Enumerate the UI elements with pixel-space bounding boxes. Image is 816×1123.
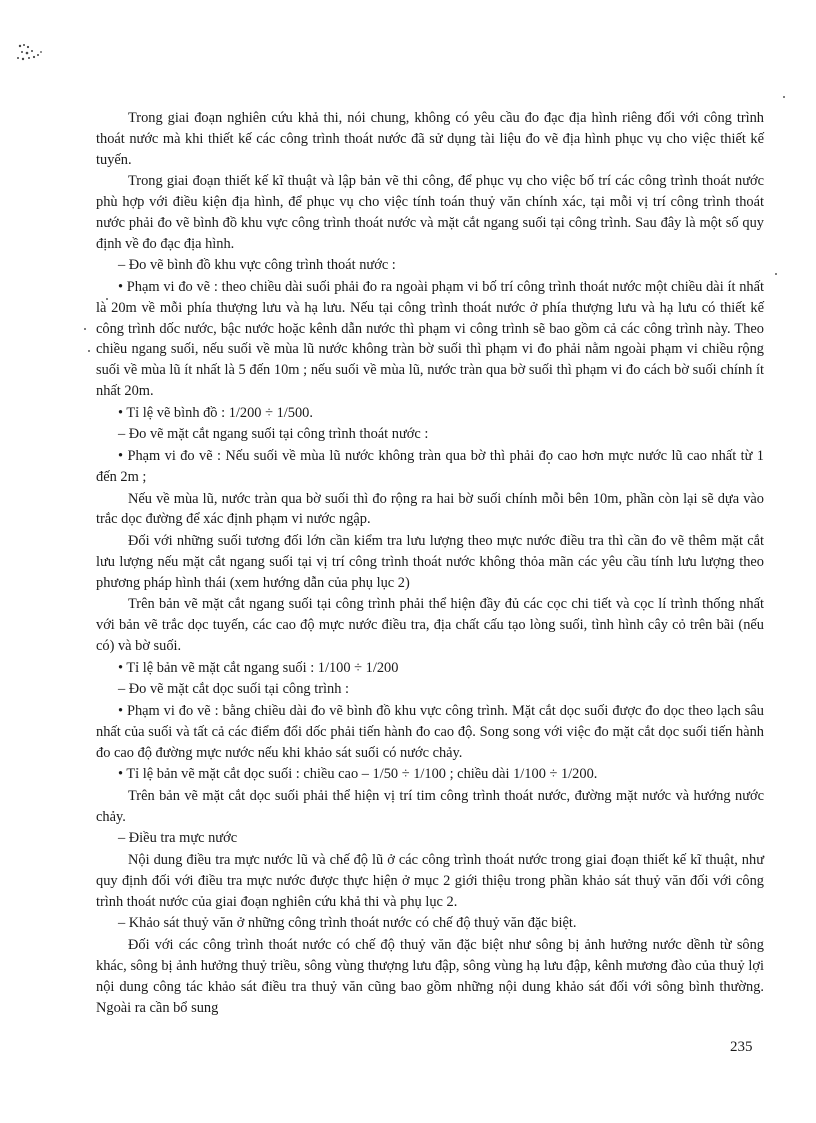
paragraph: Đối với các công trình thoát nước có chế độ thuỷ văn đặc biệt như sông bị ảnh hưởng nước dềnh từ sông khác, sông bị ảnh hưởng thuỷ triều, sông vùng thượng lưu đập, sông vùng hạ lưu đập, kênh mương đào của thuỷ lợi nội dung công tác khảo sát điều tra thuỷ văn cũng bao gồm những nội dung khảo sát đối với sông bình thường. Ngoài ra cần bổ sung — [96, 937, 764, 1016]
page-number: 235 — [730, 1039, 753, 1055]
paragraph: Đối với những suối tương đối lớn cần kiểm tra lưu lượng theo mực nước điều tra thì cần đo vẽ thêm mặt cắt lưu lượng nếu mặt cắt ngang suối tại vị trí công trình thoát nước không thỏa mãn các yêu cầu tính lưu lượng theo phương pháp hình thái (xem hướng dẫn của phụ lục 2) — [96, 533, 764, 591]
paragraph: Nếu về mùa lũ, nước tràn qua bờ suối thì đo rộng ra hai bờ suối chính mỗi bên 10m, phần còn lại sẽ dựa vào trắc dọc đường để xác định phạm vi nước ngập. — [96, 490, 764, 528]
bullet-item: • Tỉ lệ bản vẽ mặt cắt ngang suối : 1/100 ÷ 1/200 — [118, 659, 399, 676]
section-heading: – Đo vẽ mặt cắt ngang suối tại công trình thoát nước : — [118, 426, 429, 443]
library-stamp-mark — [14, 40, 54, 68]
paragraph: Trong giai đoạn thiết kế kĩ thuật và lập bản vẽ thi công, để phục vụ cho việc bố trí các công trình thoát nước phù hợp với điều kiện địa hình, để phục vụ cho việc tính toán thuỷ văn chính xác, tại mỗi vị trí công trình thoát nước phải đo vẽ bình đồ khu vực công trình thoát nước và mặt cắt ngang suối tại công trình. Sau đây là một số quy định về đo đạc địa hình. — [96, 173, 764, 252]
bullet-item: • Phạm vi đo vẽ : theo chiều dài suối phải đo ra ngoài phạm vi bố trí công trình thoát nước một chiều dài ít nhất là 20m về mỗi phía thượng lưu và hạ lưu. Nếu tại công trình thoát nước ở phía thượng lưu và hạ lưu có thiết kế công trình dốc nước, bậc nước hoặc kênh dẫn nước thì phạm vi công trình sẽ bao gồm cả các công trình này. Theo chiều ngang suối, nếu suối về mùa lũ nước không tràn bờ suối thì phạm vi đo phải nằm ngoài phạm vi chiều rộng suối về mùa lũ ít nhất là 5 đến 10m ; nếu suối về mùa lũ, nước tràn qua bờ suối thì phạm vi đo cách bờ suối chính ít nhất 20m. — [96, 279, 764, 400]
paragraph: Trong giai đoạn nghiên cứu khả thi, nói chung, không có yêu cầu đo đạc địa hình riêng đối với công trình thoát nước mà khi thiết kế các công trình thoát nước đã sử dụng tài liệu đo vẽ địa hình phục vụ cho việc thiết kế tuyến. — [96, 110, 764, 168]
bullet-item: • Phạm vi đo vẽ : Nếu suối về mùa lũ nước không tràn qua bờ thì phải đo cao hơn mực nước lũ cao nhất từ 1 đến 2m ; — [96, 448, 764, 485]
paragraph: Trên bản vẽ mặt cắt dọc suối phải thể hiện vị trí tim công trình thoát nước, đường mặt nước và hướng nước chảy. — [96, 787, 764, 825]
bullet-item: • Tỉ lệ bản vẽ mặt cắt dọc suối : chiều cao – 1/50 ÷ 1/100 ; chiều dài 1/100 ÷ 1/200. — [118, 766, 598, 783]
section-heading: – Khảo sát thuỷ văn ở những công trình thoát nước có chế độ thuỷ văn đặc biệt. — [118, 915, 577, 932]
bullet-item: • Tỉ lệ vẽ bình đồ : 1/200 ÷ 1/500. — [118, 404, 313, 421]
paragraph: Nội dung điều tra mực nước lũ và chế độ lũ ở các công trình thoát nước trong giai đoạn thiết kế kĩ thuật, như quy định đối với điều tra mực nước được thực hiện ở mục 2 giới thiệu trong phần khảo sát thuỷ văn đối với công trình thoát nước của giai đoạn nghiên cứu khả thi và phụ lục 2. — [96, 852, 764, 910]
section-heading: – Điều tra mực nước — [118, 830, 238, 847]
bullet-item: • Phạm vi đo vẽ : bằng chiều dài đo vẽ bình đồ khu vực công trình. Mặt cắt dọc suối được đo dọc theo lạch sâu nhất của suối và tất cả các điểm đổi dốc phải tiến hành đo cao độ. Song song với việc đo mặt cắt dọc suối tiến hành đo cao độ đường mực nước nếu khi khảo sát suối có nước chảy. — [96, 703, 764, 761]
paragraph: Trên bản vẽ mặt cắt ngang suối tại công trình phải thể hiện đầy đủ các cọc chi tiết và cọc lí trình thống nhất với bản vẽ trắc dọc tuyến, các cao độ mực nước điều tra, địa chất cấu tạo lòng suối, tình hình cây cỏ trên bãi (nếu có) và bờ suối. — [96, 596, 764, 654]
section-heading: – Đo vẽ mặt cắt dọc suối tại công trình : — [118, 681, 349, 698]
section-heading: – Đo vẽ bình đồ khu vực công trình thoát nước : — [118, 257, 396, 274]
document-body — [96, 108, 764, 1019]
